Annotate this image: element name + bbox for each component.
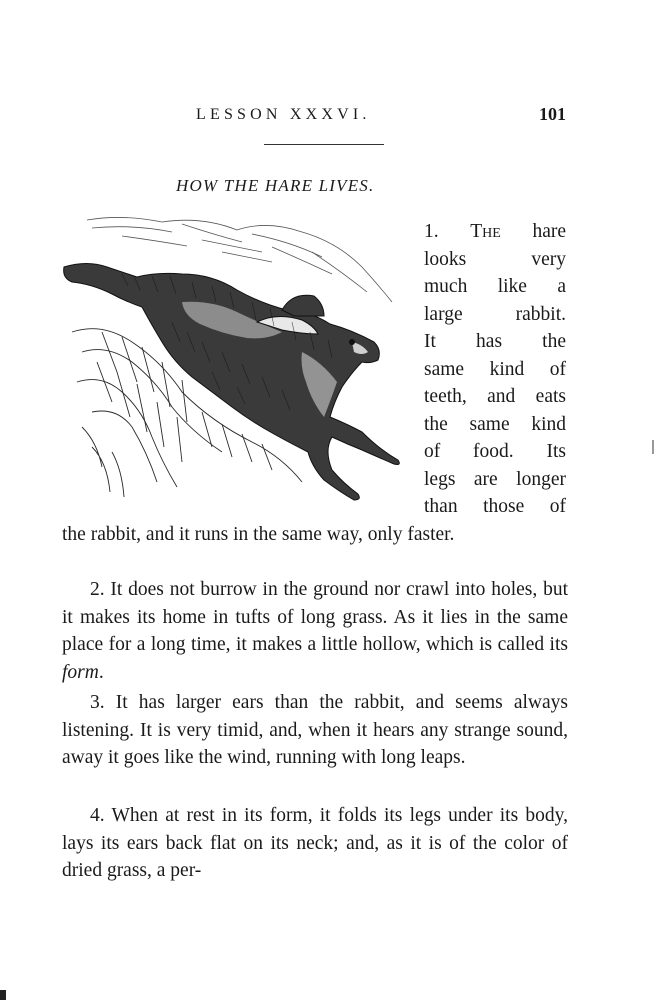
header-rule <box>264 144 384 145</box>
italic-term: form <box>62 661 99 683</box>
smallcaps-word: The <box>470 221 501 242</box>
wrapped-line: large rabbit. <box>424 303 566 325</box>
wrapped-line: looks very <box>424 248 566 270</box>
lesson-heading: LESSON XXXVI. <box>196 106 371 123</box>
wrapped-line <box>424 218 566 246</box>
paragraph-3: 3. It has larger ears than the rabbit, and seems always listening. It is very timid, and, when it hears any strange sound, away it goes like the wind, running with long leaps. <box>62 692 568 768</box>
paragraph-2-text: 2. It does not burrow in the ground nor crawl into holes, but it makes its home in tufts of long grass. As it lies in the same place for a long time, it makes a little hollow, which is called its <box>62 579 568 655</box>
paragraph-2-end: . <box>98 661 104 683</box>
wrapped-line: It has the <box>424 331 566 352</box>
wrapped-line: the same kind <box>424 413 566 435</box>
wrapped-line: much like a <box>424 276 566 297</box>
paragraph-4: 4. When at rest in its form, it folds its legs under its body, lays its ears back flat on its neck; and, as it is of the color of dried grass, a per- <box>62 805 568 881</box>
wrapped-line: than those of <box>424 496 566 517</box>
line-rest: hare <box>500 221 566 242</box>
page-number: 101 <box>539 104 566 124</box>
wrapped-line: same kind of <box>424 358 566 380</box>
running-hare-engraving-icon <box>62 212 412 512</box>
scan-mark <box>0 990 6 1000</box>
wrapped-line: legs are longer <box>424 468 566 490</box>
running-header <box>196 106 566 132</box>
paragraph-number: 1. <box>424 221 471 242</box>
paragraph-2 <box>62 576 568 686</box>
wrapped-text-column <box>424 218 566 521</box>
lesson-title: HOW THE HARE LIVES. <box>176 176 375 195</box>
paragraph-1-continuation: the rabbit, and it runs in the same way, only faster. <box>62 524 455 545</box>
margin-mark <box>652 440 654 454</box>
wrapped-line: teeth, and eats <box>424 386 566 407</box>
wrapped-line: of food. Its <box>424 441 566 462</box>
